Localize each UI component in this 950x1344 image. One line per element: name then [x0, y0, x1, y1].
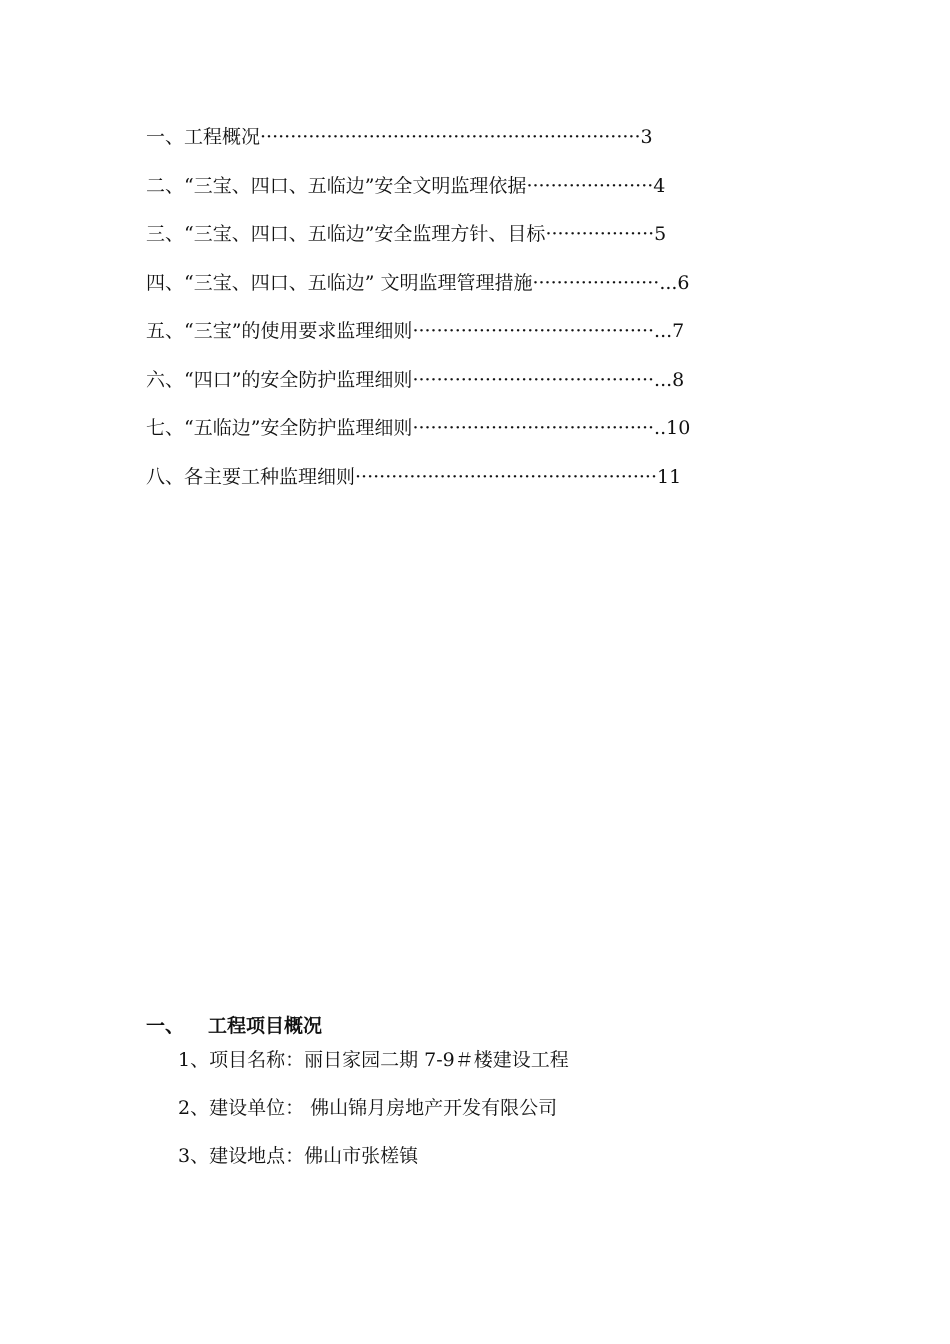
- toc-entry-3[interactable]: [146, 215, 816, 264]
- toc-entry-7[interactable]: [146, 409, 816, 458]
- toc-leader-dots: ········································: [412, 417, 655, 439]
- toc-page-number: ..10: [654, 417, 691, 439]
- toc-entry-title: 二、“三宝、四口、五临边”安全文明监理依据: [146, 174, 527, 197]
- toc-entry-title: 六、“四口”的安全防护监理细则: [146, 368, 413, 391]
- client-row: [146, 1092, 826, 1140]
- toc-page-number: 4: [653, 174, 666, 197]
- toc-entry-title: 一、工程概况: [146, 126, 261, 148]
- info-label: 1、项目名称：: [178, 1049, 305, 1071]
- toc-leader-dots: ··················································: [355, 465, 657, 488]
- section-number: 一、: [146, 1015, 185, 1037]
- toc-leader-dots: ·····················: [532, 271, 660, 294]
- info-label: 2、建设单位：: [178, 1097, 305, 1119]
- toc-leader-dots: ··················: [545, 223, 655, 245]
- info-value: 佛山市张槎镇: [304, 1145, 419, 1167]
- toc-leader-dots: ·····················: [526, 174, 654, 197]
- info-label: 3、建设地点：: [178, 1145, 305, 1167]
- toc-page-number: 5: [654, 223, 667, 245]
- table-of-contents: [146, 118, 816, 506]
- toc-entry-2[interactable]: [146, 167, 816, 216]
- toc-page-number: ...8: [654, 368, 685, 391]
- toc-page-number: 3: [640, 126, 653, 148]
- toc-page-number: ...7: [654, 320, 685, 342]
- section-title-text: 工程项目概况: [208, 1015, 323, 1037]
- toc-leader-dots: ········································: [412, 368, 655, 391]
- toc-page-number: 11: [657, 465, 682, 488]
- toc-entry-title: 三、“三宝、四口、五临边”安全监理方针、目标: [146, 223, 546, 245]
- location-row: [146, 1140, 826, 1188]
- project-overview-section: [146, 1008, 826, 1188]
- toc-entry-title: 四、“三宝、四口、五临边” 文明监理管理措施: [146, 271, 533, 294]
- toc-entry-4[interactable]: [146, 264, 816, 313]
- toc-entry-6[interactable]: [146, 361, 816, 410]
- info-value: 佛山锦月房地产开发有限公司: [304, 1097, 558, 1119]
- toc-page-number: ...6: [659, 271, 690, 294]
- toc-entry-title: 五、“三宝”的使用要求监理细则: [146, 320, 413, 342]
- toc-entry-5[interactable]: [146, 312, 816, 361]
- project-name-row: [146, 1044, 826, 1092]
- info-value: 丽日家园二期 7-9＃楼建设工程: [304, 1049, 569, 1071]
- toc-entry-1[interactable]: [146, 118, 816, 167]
- toc-entry-8[interactable]: [146, 458, 816, 507]
- toc-leader-dots: ········································: [412, 320, 655, 342]
- toc-entry-title: 八、各主要工种监理细则: [146, 465, 356, 488]
- toc-leader-dots: ·······························································: [260, 126, 641, 148]
- section-heading: [146, 1008, 826, 1044]
- toc-entry-title: 七、“五临边”安全防护监理细则: [146, 417, 413, 439]
